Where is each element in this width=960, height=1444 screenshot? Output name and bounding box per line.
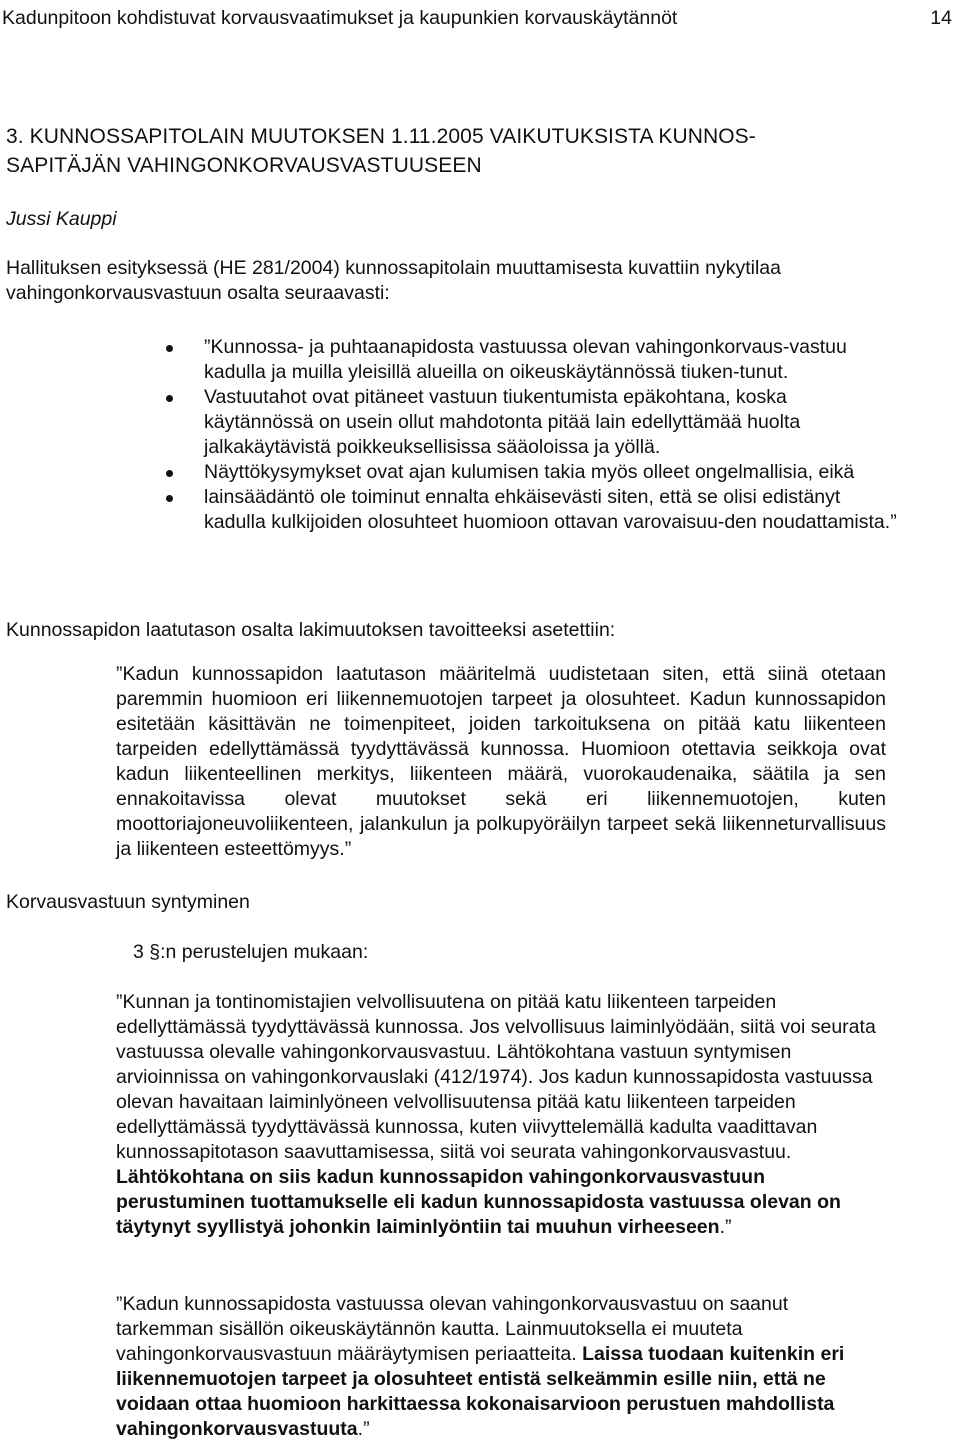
- bullet-item: [160, 335, 900, 385]
- bullet-text: Näyttökysymykset ovat ajan kulumisen takia myös olleet ongelmallisia, eikä lainsäädäntö ole toiminut ennalta ehkäisevästi siten, että se olisi edistänyt kadulla kulkijoiden olosuhteet huomioon ottavan varovaisuu-den noudattamista.”: [204, 461, 897, 533]
- reasoning-quote: [116, 990, 886, 1240]
- reasoning-quote-text: ”Kunnan ja tontinomistajien velvollisuutena on pitää katu liikenteen tarpeiden edellyttämässä tyydyttävässä kunnossa. Jos velvollisuus laiminlyödään, siitä voi seurata vastuussa olevalle vahingonkorvausvastuu. Lähtökohtana vastuun syntymisen arvioinnissa on vahingonkorvauslaki (412/1974). Jos kadun kunnossapidosta vastuussa olevan havaitaan laiminlyöneen velvollisuutensa pitää katu liikenteen tarpeiden edellyttämässä tyydyttävässä kunnossa, kuten viivyttelemällä kadulta vaadittavan kunnossapitotason saavuttamisessa, siitä voi seurata vahingonkorvausvastuu.: [116, 991, 876, 1163]
- section-heading-line-2: SAPITÄJÄN VAHINGONKORVAUSVASTUUSEEN: [6, 154, 482, 177]
- page-number: 14: [930, 7, 952, 29]
- reasoning-quote-end: .”: [719, 1216, 732, 1238]
- bullet-list: [160, 335, 900, 535]
- bullet-icon: [166, 345, 173, 352]
- bullet-icon: [166, 495, 173, 502]
- bullet-item: [160, 385, 900, 460]
- sub-heading: Korvausvastuun syntyminen: [6, 891, 250, 913]
- author-name: Jussi Kauppi: [6, 208, 117, 230]
- bullet-icon: [166, 395, 173, 402]
- bullet-item: [160, 460, 900, 535]
- intro-paragraph: Hallituksen esityksessä (HE 281/2004) kunnossapitolain muuttamisesta kuvattiin nykytilaa vahingonkorvausvastuun osalta seuraavasti:: [6, 257, 781, 304]
- case-law-quote-text: ”Kadun kunnossapidosta vastuussa olevan vahingonkorvausvastuu on saanut tarkemman sisällön oikeuskäytännön kautta. Lainmuutoksella ei muuteta vahingonkorvausvastuun määräytymisen periaatteita.: [116, 1293, 789, 1365]
- bullet-text: ”Kunnossa- ja puhtaanapidosta vastuussa olevan vahingonkorvaus-vastuu kadulla ja muilla yleisillä alueilla on oikeuskäytännössä tiuken-tunut.: [204, 336, 847, 383]
- case-law-quote: [116, 1292, 886, 1442]
- bullet-icon: [166, 470, 173, 477]
- goal-lead-paragraph: Kunnossapidon laatutason osalta lakimuutoksen tavoitteeksi asetettiin:: [6, 619, 616, 641]
- case-law-quote-end: .”: [357, 1418, 370, 1440]
- section-heading-line-1: 3. KUNNOSSAPITOLAIN MUUTOKSEN 1.11.2005 VAIKUTUKSISTA KUNNOS-: [6, 125, 756, 148]
- section-heading: [6, 122, 946, 180]
- case-law-quote-emphasis: Laissa tuodaan kuitenkin eri liikennemuotojen tarpeet ja olosuhteet entistä selkeämmin esille niin, että ne voidaan ottaa huomioon harkittaessa kokonaisarvioon perustuen mahdollista vahingonkorvausvastuuta: [116, 1343, 845, 1440]
- goal-quote: ”Kadun kunnossapidon laatutason määritelmä uudistetaan siten, että siinä otetaan paremmin huomioon eri liikennemuotojen tarpeet ja olosuhteet. Kadun kunnossapidon esitetään käsittävän ne toimenpiteet, joiden tarkoituksena on pitää katu liikenteen tarpeiden edellyttämässä tyydyttävässä kunnossa. Huomioon otettavia seikkoja ovat kadun liikenteellinen merkitys, liikenteen määrä, vuorokaudenaika, säätila ja sen ennakoitavissa olevat muutokset sekä eri liikennemuotojen, kuten moottoriajoneuvoliikenteen, jalankulun ja polkupyöräilyn tarpeet sekä liikenneturvallisuus ja liikenteen esteettömyys.”: [116, 663, 886, 860]
- reasoning-lead: 3 §:n perustelujen mukaan:: [133, 941, 369, 963]
- running-title: Kadunpitoon kohdistuvat korvausvaatimukset ja kaupunkien korvauskäytännöt: [2, 7, 678, 29]
- bullet-text: Vastuutahot ovat pitäneet vastuun tiukentumista epäkohtana, koska käytännössä on usein ollut mahdotonta pitää lain edellyttämää huolta jalkakäytävistä poikkeuksellisissa sääoloissa ja yöllä.: [204, 386, 801, 458]
- reasoning-quote-emphasis: Lähtökohtana on siis kadun kunnossapidon vahingonkorvausvastuun perustuminen tuottamukselle eli kadun kunnossapidosta vastuussa olevan on täytynyt syyllistyä johonkin laiminlyöntiin tai muuhun virheeseen: [116, 1166, 841, 1238]
